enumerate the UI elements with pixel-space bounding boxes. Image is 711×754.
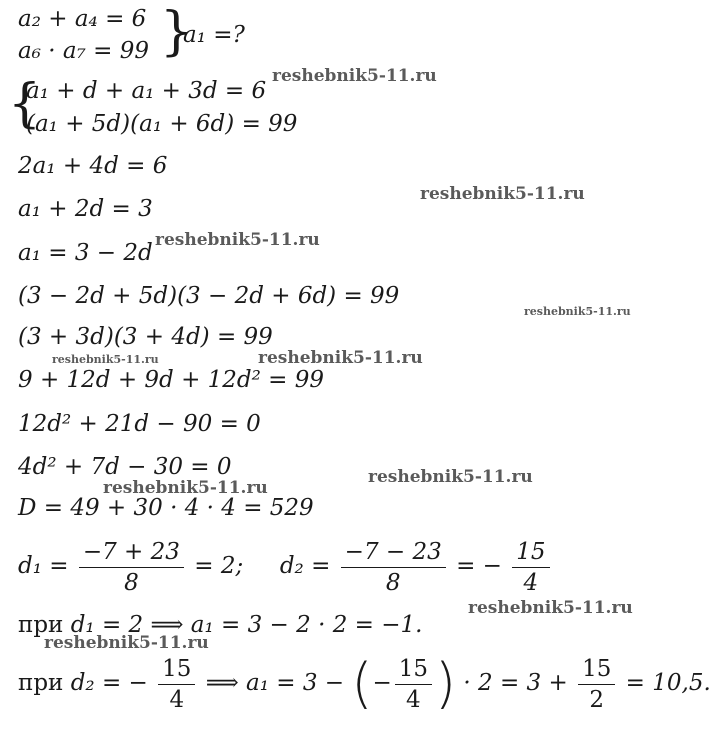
watermark-10: reshebnik5-11.ru bbox=[44, 633, 209, 653]
step-2: a₁ + 2d = 3 bbox=[18, 196, 153, 222]
watermark-6: reshebnik5-11.ru bbox=[258, 348, 423, 368]
case2-fraction-3 bbox=[578, 654, 615, 715]
watermark-9: reshebnik5-11.ru bbox=[468, 598, 633, 618]
watermark-4: reshebnik5-11.ru bbox=[524, 305, 631, 318]
step-5: (3 + 3d)(3 + 4d) = 99 bbox=[18, 324, 273, 350]
case2-f2-numerator: 15 bbox=[398, 655, 428, 682]
roots-line bbox=[18, 536, 553, 598]
case2-f3-numerator: 15 bbox=[582, 655, 612, 682]
case2-lhs: d₂ = − bbox=[70, 670, 148, 696]
case2-f1-denominator: 4 bbox=[158, 684, 195, 715]
step-8: 4d² + 7d − 30 = 0 bbox=[18, 454, 232, 480]
step-4: (3 − 2d + 5d)(3 − 2d + 6d) = 99 bbox=[18, 283, 400, 309]
case2-line: при d₂ = − $\frac{15}{4}$ ⟹ a₁ = 3 − (− $\frac{15}{4}$ ) · 2 = 3 + $\frac{15}{2}$ = 10,5. bbox=[18, 652, 711, 715]
step-6: 9 + 12d + 9d + 12d² = 99 bbox=[18, 367, 325, 393]
d1-fraction bbox=[79, 537, 184, 598]
given-right-brace: } bbox=[160, 2, 194, 62]
step-9: D = 49 + 30 · 4 · 4 = 529 bbox=[18, 495, 314, 521]
d1-lhs: d₁ = bbox=[18, 553, 69, 579]
d2-mid: = − bbox=[456, 553, 502, 579]
case2-mid2: · 2 = 3 + bbox=[463, 670, 568, 696]
step-3: a₁ = 3 − 2d bbox=[18, 240, 153, 266]
case2-f1-numerator: 15 bbox=[162, 655, 192, 682]
d2-lhs: d₂ = bbox=[279, 553, 331, 579]
d2-fraction bbox=[341, 537, 446, 598]
given-eq2: a₆ · a₇ = 99 bbox=[18, 38, 149, 64]
given-eq1: a₂ + a₄ = 6 bbox=[18, 6, 147, 32]
system-row1: a₁ + d + a₁ + 3d = 6 bbox=[26, 78, 267, 104]
case2-mid: ⟹ a₁ = 3 − bbox=[205, 670, 345, 696]
watermark-8: reshebnik5-11.ru bbox=[103, 478, 268, 498]
d1-value: = 2; bbox=[194, 553, 244, 579]
case2-f3-denominator: 2 bbox=[578, 684, 615, 715]
d2-result-numerator: 15 bbox=[516, 538, 546, 565]
d2-result-fraction bbox=[512, 537, 549, 598]
step-1: 2a₁ + 4d = 6 bbox=[18, 153, 168, 179]
watermark-1: reshebnik5-11.ru bbox=[272, 66, 437, 86]
system-left-brace: { bbox=[8, 74, 42, 134]
case2-f2-denominator: 4 bbox=[395, 684, 432, 715]
case2-fraction-1 bbox=[158, 654, 195, 715]
d2-result-denominator: 4 bbox=[512, 567, 549, 598]
d1-denominator: 8 bbox=[79, 567, 184, 598]
d2-denominator: 8 bbox=[341, 567, 446, 598]
case2-result: = 10,5. bbox=[625, 670, 711, 696]
watermark-3: reshebnik5-11.ru bbox=[155, 230, 320, 250]
watermark-2: reshebnik5-11.ru bbox=[420, 184, 585, 204]
case2-fraction-2 bbox=[395, 654, 432, 715]
d2-numerator: −7 − 23 bbox=[344, 538, 442, 565]
step-7: 12d² + 21d − 90 = 0 bbox=[18, 411, 261, 437]
case1-expr: d₁ = 2 ⟹ a₁ = 3 − 2 · 2 = −1. bbox=[70, 612, 423, 638]
case2-word: при bbox=[18, 670, 64, 696]
system-row2: (a₁ + 5d)(a₁ + 6d) = 99 bbox=[26, 111, 298, 137]
right-paren: ) bbox=[435, 652, 457, 715]
watermark-7: reshebnik5-11.ru bbox=[368, 467, 533, 487]
d1-numerator: −7 + 23 bbox=[82, 538, 180, 565]
case1-word: при bbox=[18, 612, 64, 638]
question: a₁ =? bbox=[183, 22, 245, 48]
left-paren: ( bbox=[351, 652, 373, 715]
watermark-5: reshebnik5-11.ru bbox=[52, 353, 159, 366]
